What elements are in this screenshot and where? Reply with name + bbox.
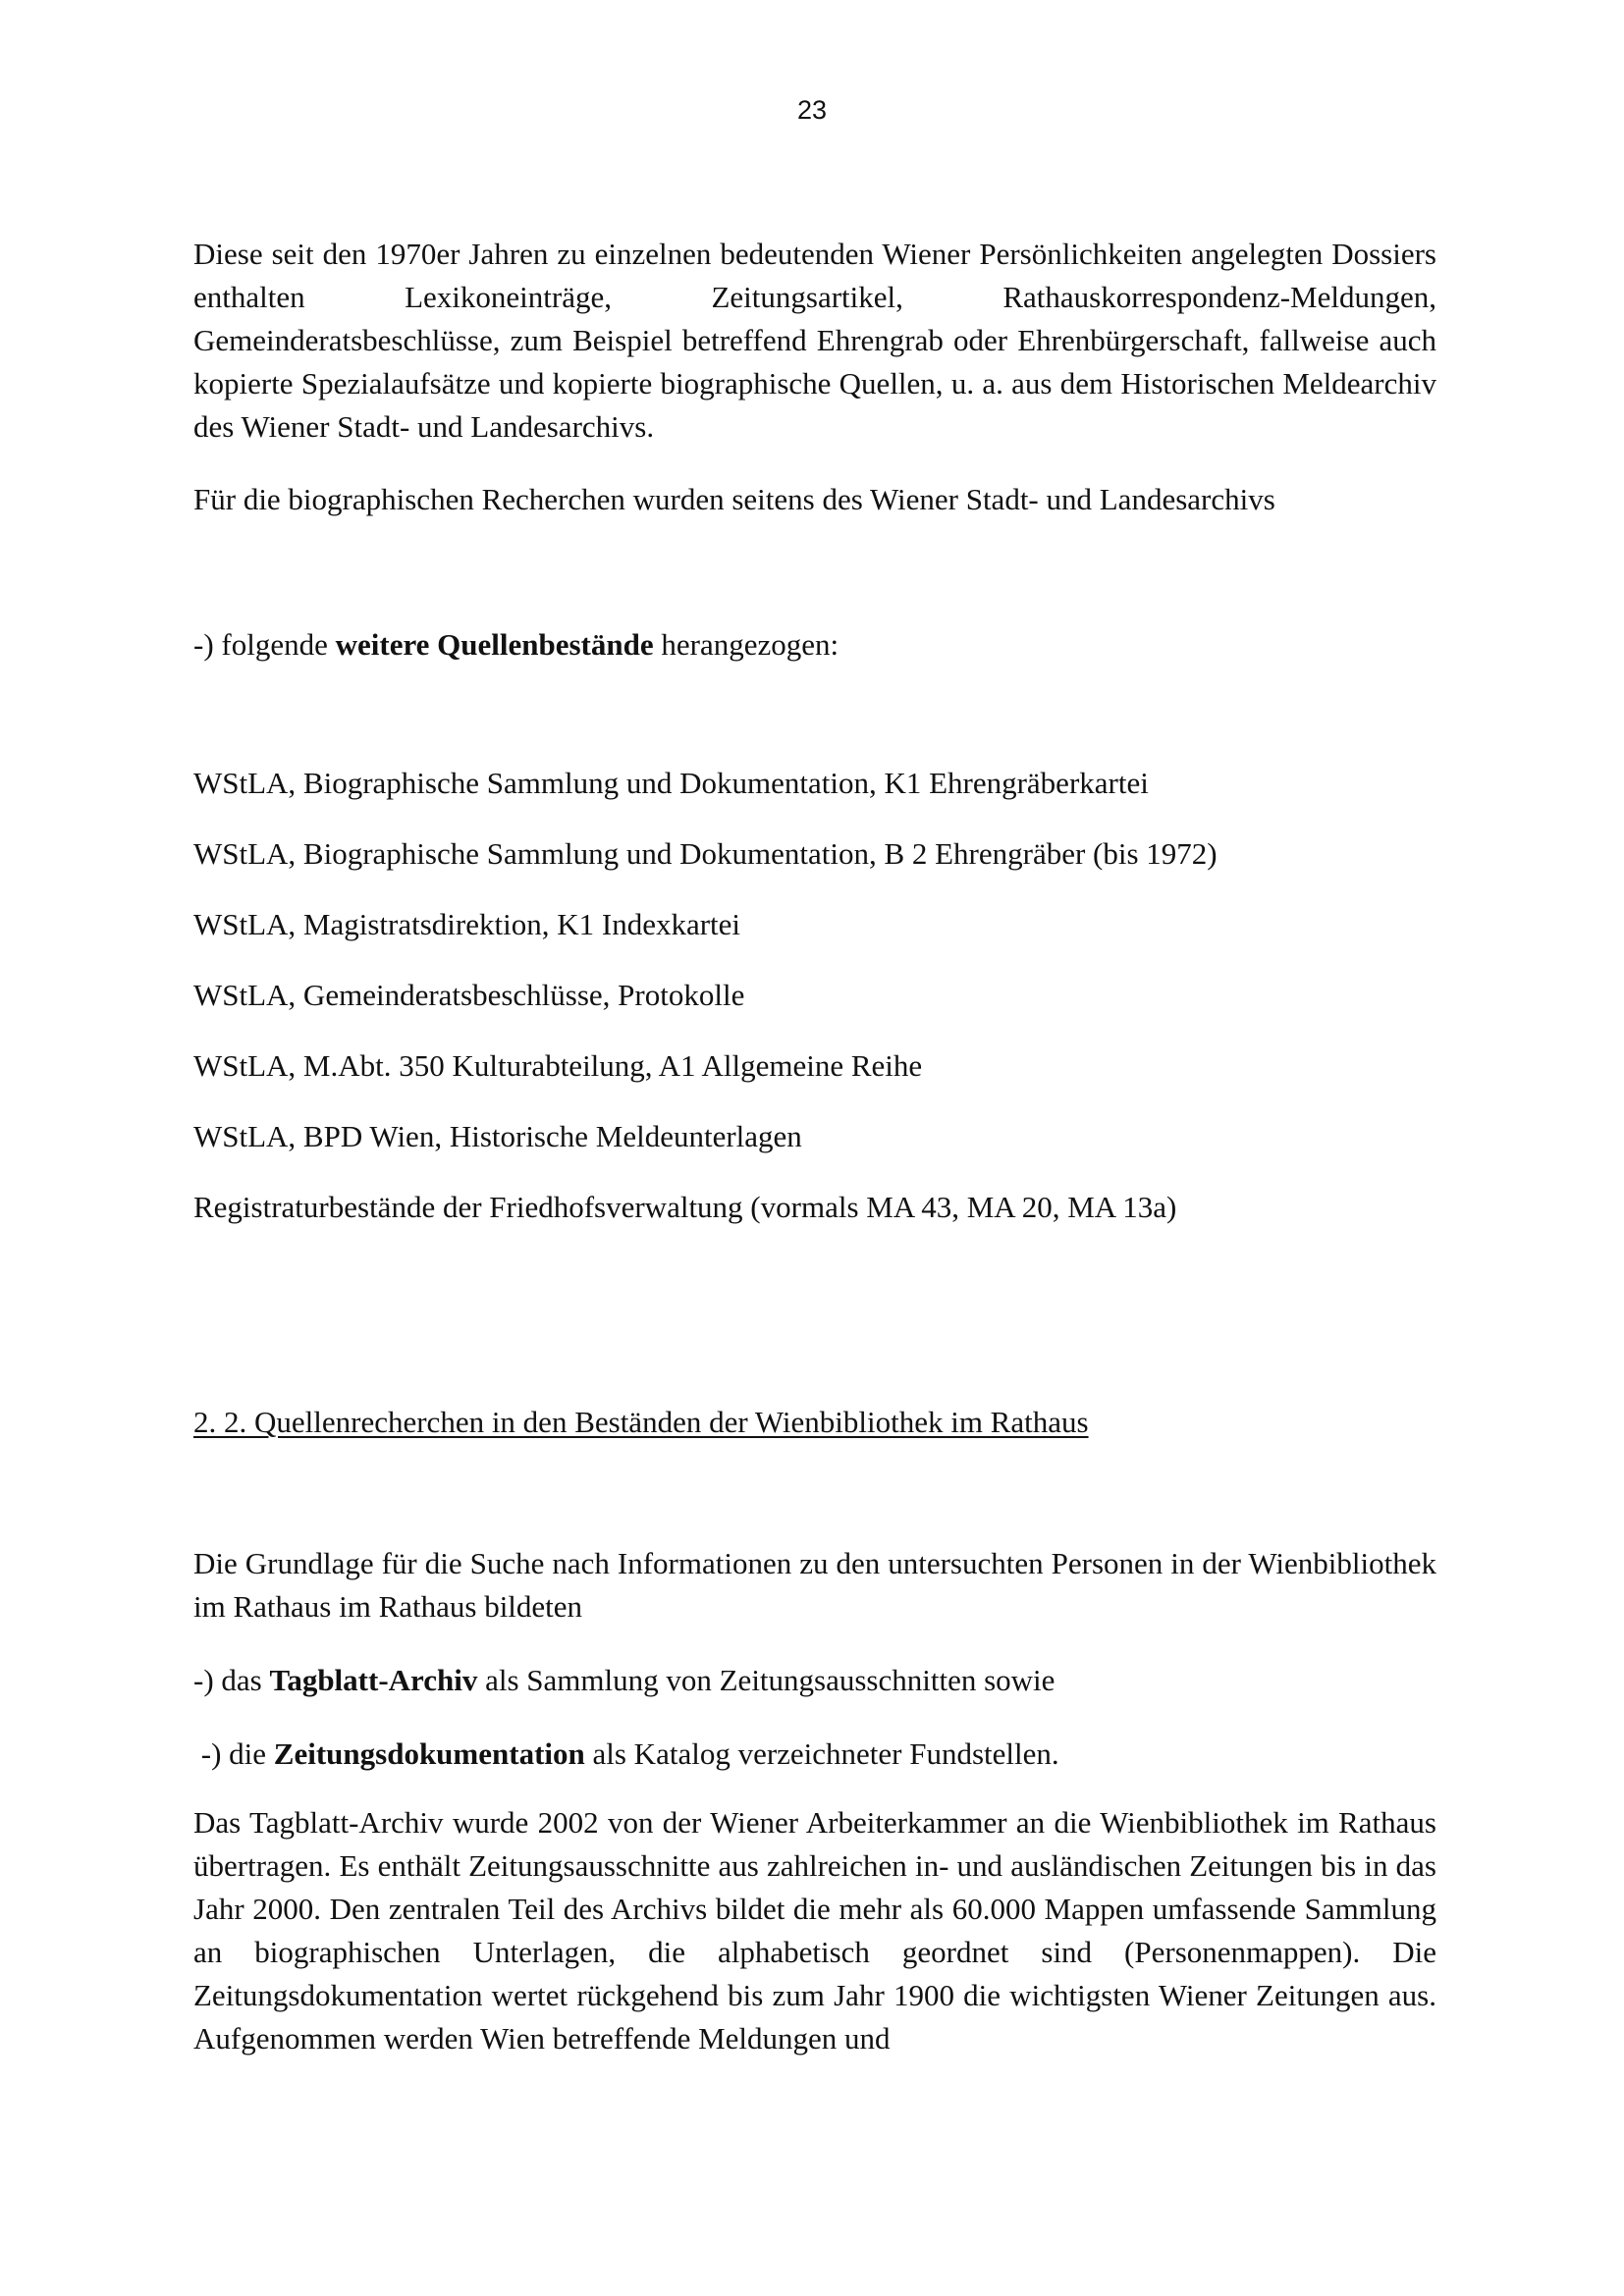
paragraph-grundlage: Die Grundlage für die Suche nach Informationen zu den untersuchten Personen in der Wienbibliothek im Rathaus im Rathaus bildeten xyxy=(193,1546,1436,1624)
source-item: WStLA, Biographische Sammlung und Dokumentation, K1 Ehrengräberkartei xyxy=(193,766,1149,800)
section-heading: 2. 2. Quellenrecherchen in den Beständen der Wienbibliothek im Rathaus xyxy=(193,1405,1089,1439)
source-item: WStLA, Biographische Sammlung und Dokumentation, B 2 Ehrengräber (bis 1972) xyxy=(193,836,1218,871)
bullet-zeitungsdokumentation xyxy=(193,1733,1059,1776)
bullet-suffix: als Katalog verzeichneter Fundstellen. xyxy=(584,1736,1059,1771)
paragraph-dossiers: Diese seit den 1970er Jahren zu einzelnen bedeutenden Wiener Persönlichkeiten angelegten Dossiers enthalten Lexikoneinträge, Zeitungsartikel, Rathauskorrespondenz-Meldungen, Gemeinderatsbeschlüsse, zum Beispiel betreffend Ehrengrab oder Ehrenbürgerschaft, fallweise auch kopierte Spezialaufsätze und kopierte biographische Quellen, u. a. aus dem Historischen Meldearchiv des Wiener Stadt- und Landesarchivs. xyxy=(193,237,1436,444)
sources-intro-suffix: herangezogen: xyxy=(653,627,839,662)
source-item: WStLA, Gemeinderatsbeschlüsse, Protokolle xyxy=(193,978,745,1012)
source-item: Registraturbestände der Friedhofsverwaltung (vormals MA 43, MA 20, MA 13a) xyxy=(193,1190,1177,1224)
bullet-bold: Tagblatt-Archiv xyxy=(269,1663,478,1697)
bullet-suffix: als Sammlung von Zeitungsausschnitten sowie xyxy=(477,1663,1056,1697)
source-item: WStLA, M.Abt. 350 Kulturabteilung, A1 Allgemeine Reihe xyxy=(193,1048,923,1083)
sources-intro xyxy=(193,623,839,667)
sources-intro-bold: weitere Quellenbestände xyxy=(335,627,654,662)
sources-intro-prefix: -) folgende xyxy=(193,627,336,662)
page-number: 23 xyxy=(796,95,828,125)
source-item: WStLA, Magistratsdirektion, K1 Indexkartei xyxy=(193,907,741,941)
paragraph-research-intro: Für die biographischen Recherchen wurden seitens des Wiener Stadt- und Landesarchivs xyxy=(193,482,1275,516)
source-item: WStLA, BPD Wien, Historische Meldeunterlagen xyxy=(193,1119,802,1153)
bullet-bold: Zeitungsdokumentation xyxy=(273,1736,585,1771)
paragraph-tagblatt: Das Tagblatt-Archiv wurde 2002 von der Wiener Arbeiterkammer an die Wienbibliothek im Rathaus übertragen. Es enthält Zeitungsausschnitte aus zahlreichen in- und ausländischen Zeitungen bis in das Jahr 2000. Den zentralen Teil des Archivs bildet die mehr als 60.000 Mappen umfassende Sammlung an biographischen Unterlagen, die alphabetisch geordnet sind (Personenmappen). Die Zeitungsdokumentation wertet rückgehend bis zum Jahr 1900 die wichtigsten Wiener Zeitungen aus. Aufgenommen werden Wien betreffende Meldungen und xyxy=(193,1805,1436,2056)
bullet-tagblatt-archiv xyxy=(193,1659,1055,1702)
bullet-prefix: -) das xyxy=(193,1663,270,1697)
bullet-prefix: -) die xyxy=(193,1736,274,1771)
